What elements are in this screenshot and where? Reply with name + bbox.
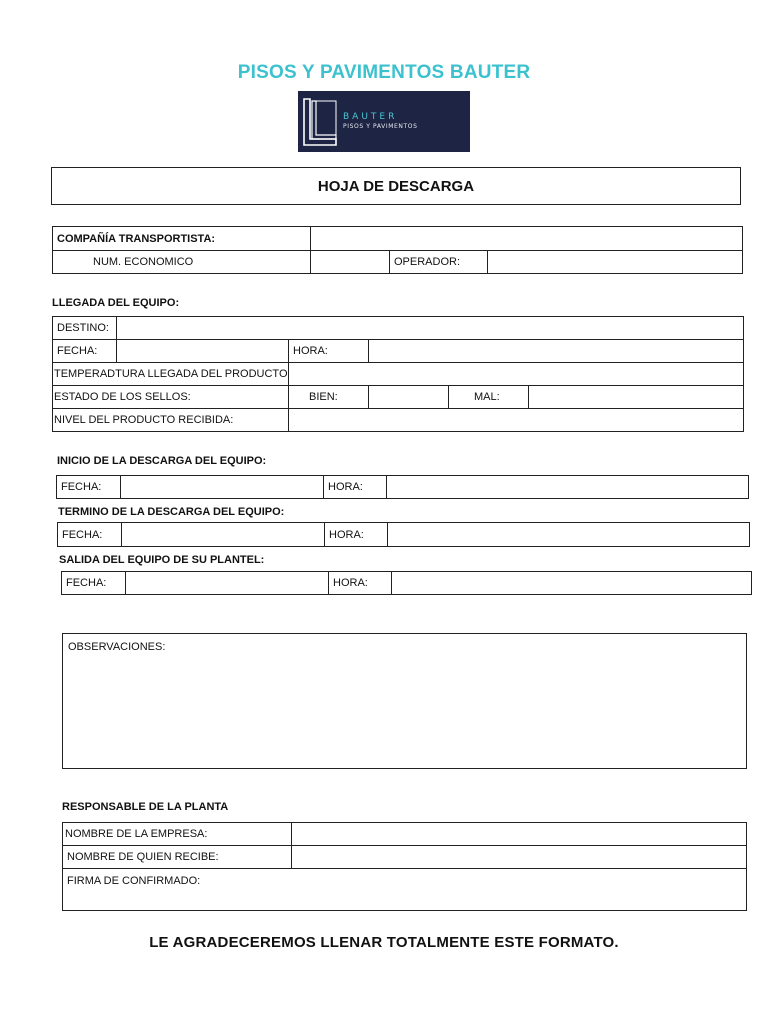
signature-field[interactable] xyxy=(63,869,747,911)
footer-note: LE AGRADECEREMOS LLENAR TOTALMENTE ESTE FORMATO. xyxy=(149,934,619,951)
product-level-label: NIVEL DEL PRODUCTO RECIBIDA: xyxy=(53,409,289,432)
operator-field[interactable] xyxy=(488,251,743,274)
company-logo xyxy=(298,91,470,152)
arrival-time-field[interactable] xyxy=(369,340,744,363)
operator-label: OPERADOR: xyxy=(390,251,488,274)
unload-start-time-label: HORA: xyxy=(324,476,387,499)
unload-start-date-field[interactable] xyxy=(121,476,324,499)
arrival-date-label: FECHA: xyxy=(53,340,117,363)
temperature-label: TEMPERADTURA LLEGADA DEL PRODUCTO xyxy=(53,363,289,386)
company-name: PISOS Y PAVIMENTOS BAUTER xyxy=(237,62,531,83)
form-title: HOJA DE DESCARGA xyxy=(51,167,741,205)
seals-bad-label: MAL: xyxy=(449,386,529,409)
receiver-name-label: NOMBRE DE QUIEN RECIBE: xyxy=(63,846,292,869)
logo-tagline: PISOS Y PAVIMENTOS xyxy=(343,123,418,130)
destination-label: DESTINO: xyxy=(53,317,117,340)
logo-name: BAUTER xyxy=(343,112,398,122)
destination-field[interactable] xyxy=(117,317,744,340)
unload-end-date-field[interactable] xyxy=(122,523,325,547)
seals-bad-field[interactable] xyxy=(529,386,744,409)
signature-label: FIRMA DE CONFIRMADO: xyxy=(67,875,201,887)
carrier-company-field[interactable] xyxy=(311,227,743,251)
arrival-table xyxy=(52,316,744,432)
departure-date-label: FECHA: xyxy=(62,572,126,595)
departure-time-field[interactable] xyxy=(392,572,752,595)
arrival-date-field[interactable] xyxy=(117,340,289,363)
carrier-table xyxy=(52,226,743,274)
unload-start-table xyxy=(56,475,749,499)
arrival-heading: LLEGADA DEL EQUIPO: xyxy=(52,297,180,309)
unload-end-time-field[interactable] xyxy=(388,523,750,547)
carrier-company-label: COMPAÑÍA TRANSPORTISTA: xyxy=(53,227,311,251)
observations-box[interactable] xyxy=(62,633,747,769)
seals-good-label: BIEN: xyxy=(289,386,369,409)
unload-end-date-label: FECHA: xyxy=(58,523,122,547)
departure-heading: SALIDA DEL EQUIPO DE SU PLANTEL: xyxy=(59,554,265,566)
plant-company-field[interactable] xyxy=(292,823,747,846)
economic-number-field[interactable] xyxy=(311,251,390,274)
economic-number-label: NUM. ECONOMICO xyxy=(53,251,311,274)
temperature-field[interactable] xyxy=(289,363,744,386)
departure-date-field[interactable] xyxy=(126,572,329,595)
unload-start-date-label: FECHA: xyxy=(57,476,121,499)
plant-company-label: NOMBRE DE LA EMPRESA: xyxy=(63,823,292,846)
seals-good-field[interactable] xyxy=(369,386,449,409)
departure-time-label: HORA: xyxy=(329,572,392,595)
unload-start-time-field[interactable] xyxy=(387,476,749,499)
logo-mark-icon xyxy=(302,97,342,147)
plant-heading: RESPONSABLE DE LA PLANTA xyxy=(62,801,229,813)
departure-table xyxy=(61,571,752,595)
receiver-name-field[interactable] xyxy=(292,846,747,869)
unload-start-heading: INICIO DE LA DESCARGA DEL EQUIPO: xyxy=(57,455,267,467)
unload-end-time-label: HORA: xyxy=(325,523,388,547)
arrival-time-label: HORA: xyxy=(289,340,369,363)
unload-end-table xyxy=(57,522,750,547)
product-level-field[interactable] xyxy=(289,409,744,432)
seals-label: ESTADO DE LOS SELLOS: xyxy=(53,386,289,409)
unload-end-heading: TERMINO DE LA DESCARGA DEL EQUIPO: xyxy=(58,506,285,518)
plant-table xyxy=(62,822,747,911)
observations-label: OBSERVACIONES: xyxy=(68,641,166,653)
